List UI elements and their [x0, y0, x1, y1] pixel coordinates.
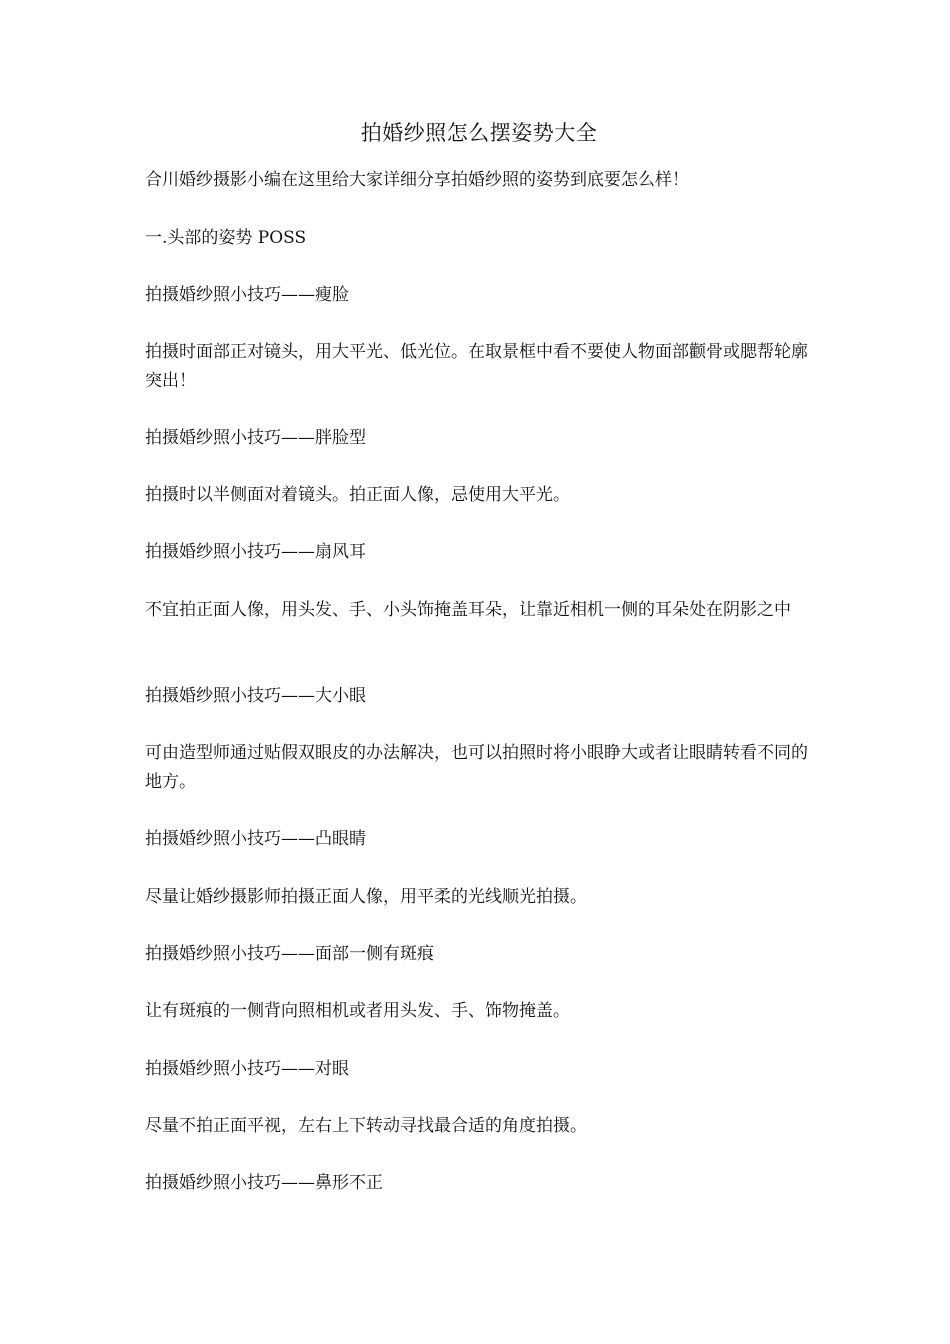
tip-heading-facial-blemish: 拍摄婚纱照小技巧——面部一侧有斑痕: [145, 944, 434, 964]
tip-body-protruding-ears: 不宜拍正面人像，用头发、手、小头饰掩盖耳朵，让靠近相机一侧的耳朵处在阴影之中: [145, 600, 791, 620]
tip-body-fat-face: 拍摄时以半侧面对着镜头。拍正面人像，忌使用大平光。: [145, 485, 570, 505]
tip-body-cross-eyes: 尽量不拍正面平视，左右上下转动寻找最合适的角度拍摄。: [145, 1116, 587, 1136]
tip-body-bulging-eyes: 尽量让婚纱摄影师拍摄正面人像，用平柔的光线顺光拍摄。: [145, 887, 587, 907]
tip-heading-bulging-eyes: 拍摄婚纱照小技巧——凸眼睛: [145, 829, 366, 849]
tip-body-thin-face: 拍摄时面部正对镜头，用大平光、低光位。在取景框中看不要使人物面部颧骨或腮帮轮廓突出！: [145, 342, 808, 391]
tip-heading-crooked-nose: 拍摄婚纱照小技巧——鼻形不正: [145, 1173, 383, 1193]
tip-heading-uneven-eyes: 拍摄婚纱照小技巧——大小眼: [145, 686, 366, 706]
tip-heading-protruding-ears: 拍摄婚纱照小技巧——扇风耳: [145, 542, 366, 562]
document-title: 拍婚纱照怎么摆姿势大全: [360, 121, 598, 145]
tip-heading-fat-face: 拍摄婚纱照小技巧——胖脸型: [145, 428, 366, 448]
tip-body-uneven-eyes: 可由造型师通过贴假双眼皮的办法解决，也可以拍照时将小眼睁大或者让眼睛转看不同的地方。: [145, 743, 808, 792]
section-heading: 一.头部的姿势 POSS: [145, 228, 307, 248]
tip-body-facial-blemish: 让有斑痕的一侧背向照相机或者用头发、手、饰物掩盖。: [145, 1001, 570, 1021]
tip-heading-thin-face: 拍摄婚纱照小技巧——瘦脸: [145, 285, 349, 305]
intro-paragraph: 合川婚纱摄影小编在这里给大家详细分享拍婚纱照的姿势到底要怎么样！: [145, 170, 689, 190]
tip-heading-cross-eyes: 拍摄婚纱照小技巧——对眼: [145, 1059, 349, 1079]
